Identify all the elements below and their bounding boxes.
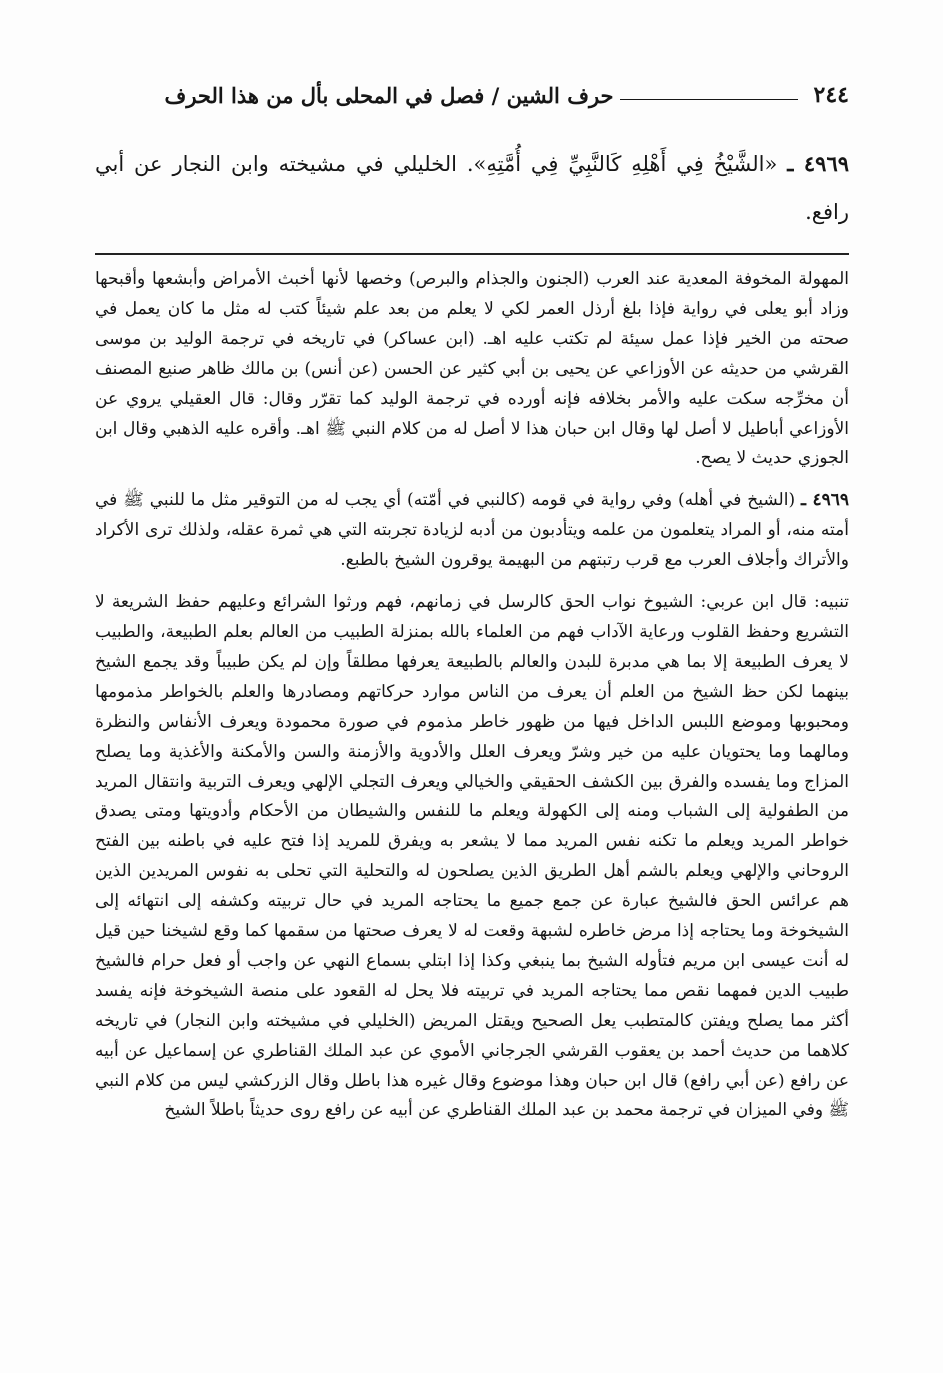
hadith-number: ٤٩٦٩ ـ — [787, 151, 850, 176]
commentary-paragraph-continuation: المهولة المخوفة المعدية عند العرب (الجنون والجذام والبرص) وخصها لأنها أخبث الأمراض وأبشعها وأقبحها وزاد أبو يعلى في رواية فإذا بلغ أرذل العمر لكي لا يعلم من بعد علم شيئاً كتب له مثل ما كان يعمل في صحته من الخير فإذا عمل سيئة لم تكتب عليه اهـ. (ابن عساكر) في تاريخه في ترجمة الوليد بن موسى القرشي من حديثه عن الأوزاعي عن يحيى بن أبي كثير عن الحسن (عن أنس) بن مالك ظاهر صنيع المصنف أن مخرِّجه سكت عليه والأمر بخلافه فإنه أورده في ترجمة الوليد كما تقرّر وقال: قال العقيلي يروي عن الأوزاعي أباطيل لا أصل لها وقال ابن حبان هذا لا أصل له من كلام النبي ﷺ اهـ. وأقره عليه الذهبي وقال ابن الجوزي حديث لا يصح. — [95, 269, 849, 469]
page-number: ٢٤٤ — [813, 82, 849, 108]
hadith-text: «الشَّيْخُ فِي أَهْلِهِ كَالنَّبِيِّ فِي أُمَّتِهِ». الخليلي في مشيخته وابن النجار عن أبي رافع. — [95, 152, 849, 224]
commentary-entry-number: ٤٩٦٩ ـ — [801, 490, 849, 511]
footnote-separator — [95, 253, 849, 255]
commentary-paragraph-note: تنبيه: قال ابن عربي: الشيوخ نواب الحق كالرسل في زمانهم، فهم ورثوا الشرائع وعليهم حفظ الشريعة لا التشريع وحفظ القلوب ورعاية الآداب فهم من العلماء بالله بمنزلة الطبيب من العالم بعلم الطبيعة، والطبيب لا يعرف الطبيعة إلا بما هي مدبرة للبدن والعالم بالطبيعة يعرفها مطلقاً وإن لم يكن طبيباً وقد يجمع الشيخ بينهما لكن حظ الشيخ من العلم أن يعرف من الناس موارد حركاتهم ومصادرها والعلم بالخواطر مذمومها ومحبوبها وموضع اللبس الداخل فيها من ظهور خاطر مذموم في صورة محمودة ويعرف الأنفاس والنظرة ومالهما وما يحتويان عليه من خير وشرّ ويعرف العلل والأدوية والأزمنة والسن والأمكنة والأغذية وما يصلح المزاج وما يفسده والفرق بين الكشف الحقيقي والخيالي ويعرف التجلي الإلهي ويعرف التربية وانتقال المريد من الطفولية إلى الشباب ومنه إلى الكهولة ويعلم ما للنفس والشيطان من الأحكام وأدويتها ومتى يصدق خواطر المريد ويعلم ما تكنه نفس المريد مما لا يشعر به ويفرق للمريد إذا فتح عليه في باطنه بين الفتح الروحاني والإلهي ويعلم بالشم أهل الطريق الذين يصلحون له والتحلية التي تحلى به نفوس المريدين الذين هم عرائس الحق فالشيخ عبارة عن جمع جميع ما يحتاجه المريد في حال تربيته وكشفه إلى انتهائه إلى الشيخوخة وما يحتاجه إذا مرض خاطره لشبهة وقعت له لا يعرف صحتها من سقمها كما وقع لشيخنا حين قيل له أنت عيسى ابن مريم فتأوله الشيخ بما ينبغي وكذا إذا ابتلي بسماع النهي عن واجب أو فعل حرام فالشيخ طبيب الدين فمهما نقص مما يحتاجه المريد في تربيته فلا يحل له القعود على منصة الشيخوخة فإنه يفسد أكثر مما يصلح ويفتن كالمتطبب يعل الصحيح ويقتل المريض (الخليلي في مشيخته وابن النجار) في تاريخه كلاهما من حديث أحمد بن يعقوب القرشي الجرجاني الأموي عن عبد الملك القناطري عن إسماعيل عن أبيه عن رافع (عن أبي رافع) قال ابن حبان وهذا موضوع وقال غيره هذا باطل وقال الزركشي ليس من كلام النبي ﷺ وفي الميزان في ترجمة محمد بن عبد الملك القناطري عن أبيه عن رافع روى حديثاً باطلاً الشيخ — [95, 592, 849, 1121]
header-rule — [620, 99, 798, 100]
header-title: حرف الشين / فصل في المحلى بأل من هذا الحرف — [164, 82, 614, 108]
commentary-section — [95, 265, 849, 1126]
commentary-entry-text: (الشيخ في أهله) وفي رواية في قومه (كالنبي في أمّته) أي يجب له من التوقير مثل ما للنبي ﷺ في أمته منه، أو المراد يتعلمون من علمه ويتأدبون من أدبه لزيادة تجربته التي هي ثمرة عقله، ولذلك ترى الأكراد والأتراك وأجلاف العرب مع قرب رتبتهم من البهيمة يوقرون الشيخ بالطبع. — [95, 490, 849, 571]
hadith-entry — [95, 140, 849, 236]
commentary-paragraph-entry — [95, 486, 849, 576]
running-header — [95, 78, 849, 112]
